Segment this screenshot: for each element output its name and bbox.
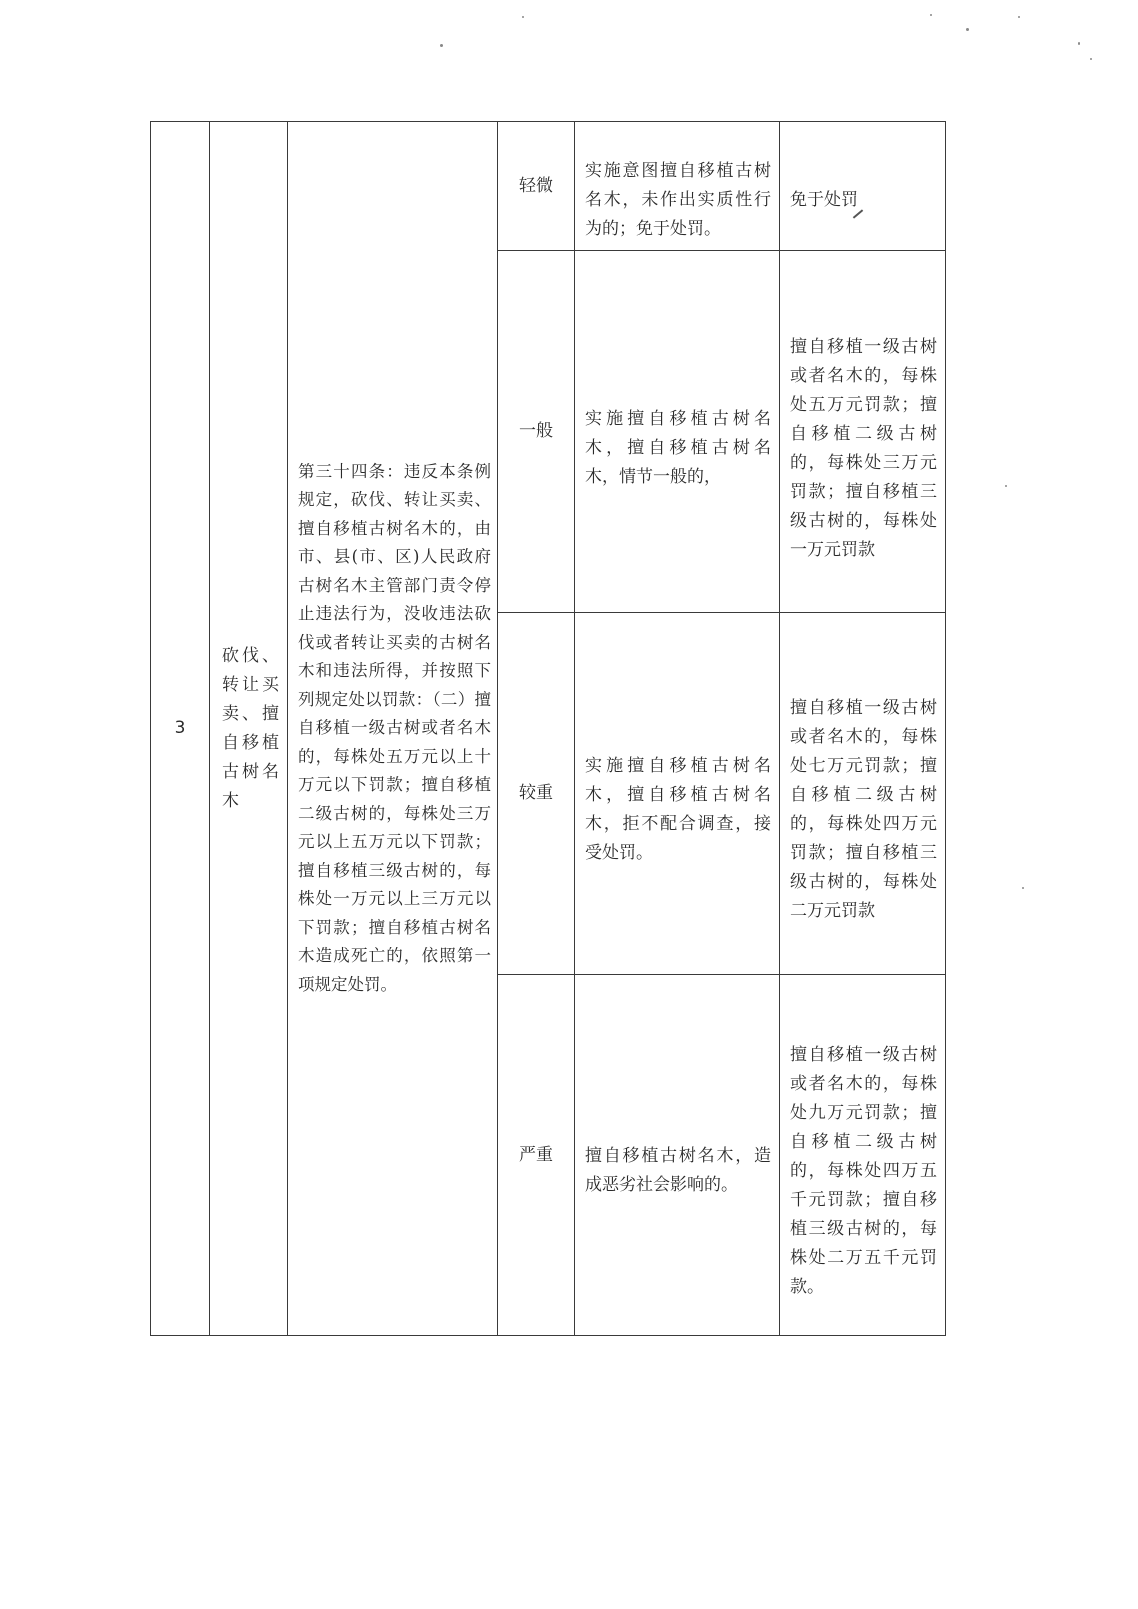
table-row [151,122,946,251]
penalty-cell [780,975,946,1336]
scan-speck [966,28,969,31]
circumstance-cell [575,122,780,251]
circumstance-cell [575,613,780,975]
legal-basis-cell [288,122,498,1336]
penalty-text: 擅自移植一级古树或者名木的，每株处九万元罚款；擅自移植二级古树的，每株处四万五千元罚款；擅自移植三级古树的，每株处二万五千元罚款。 [790,1044,937,1297]
level-label: 一般 [519,421,553,441]
scan-speck [522,16,524,18]
level-label: 较重 [519,783,553,803]
scan-speck [930,14,932,16]
level-cell [498,613,575,975]
scan-speck [1078,42,1080,45]
circumstance-text: 实施擅自移植古树名木，擅自移植古树名木，拒不配合调查，接受处罚。 [585,756,771,863]
scan-speck [1090,58,1092,60]
level-cell [498,251,575,613]
item-number: 3 [174,718,186,738]
violation-item-cell [210,122,288,1336]
level-label: 严重 [519,1144,553,1165]
level-cell [498,975,575,1336]
violation-item: 砍伐、转让买卖、擅自移植古树名木 [222,645,279,811]
scan-speck [1018,16,1020,18]
penalty-text: 擅自移植一级古树或者名木的，每株处七万元罚款；擅自移植二级古树的，每株处四万元罚款；擅自移植三级古树的，每株处二万元罚款 [790,698,937,921]
scan-speck [440,44,443,47]
item-number-cell [151,122,210,1336]
circumstance-text: 实施擅自移植古树名木，擅自移植古树名木，情节一般的， [585,409,771,487]
legal-basis: 第三十四条：违反本条例规定，砍伐、转让买卖、擅自移植古树名木的，由市、县(市、区)人民政府古树名木主管部门责令停止违法行为，没收违法砍伐或者转让买卖的古树名木和违法所得，并按照下列规定处以罚款：（二）擅自移植一级古树或者名木的，每株处五万元以上十万元以下罚款；擅自移植二级古树的，每株处三万元以上五万元以下罚款；擅自移植三级古树的，每株处一万元以上三万元以下罚款；擅自移植古树名木造成死亡的，依照第一项规定处罚。 [298,461,491,994]
level-cell [498,122,575,251]
circumstance-text: 实施意图擅自移植古树名木，未作出实质性行为的；免于处罚。 [585,160,771,239]
level-label: 轻微 [519,175,553,196]
circumstance-text: 擅自移植古树名木，造成恶劣社会影响的。 [585,1146,771,1195]
penalty-cell [780,251,946,613]
penalty-text: 免于处罚 [790,189,858,210]
scan-speck [1022,887,1024,889]
scan-speck [1005,485,1007,487]
circumstance-cell [575,251,780,613]
penalty-table [150,121,946,1336]
penalty-cell [780,122,946,251]
penalty-cell [780,613,946,975]
circumstance-cell [575,975,780,1336]
penalty-text: 擅自移植一级古树或者名木的，每株处五万元罚款；擅自移植二级古树的，每株处三万元罚款；擅自移植三级古树的，每株处一万元罚款 [790,336,937,560]
